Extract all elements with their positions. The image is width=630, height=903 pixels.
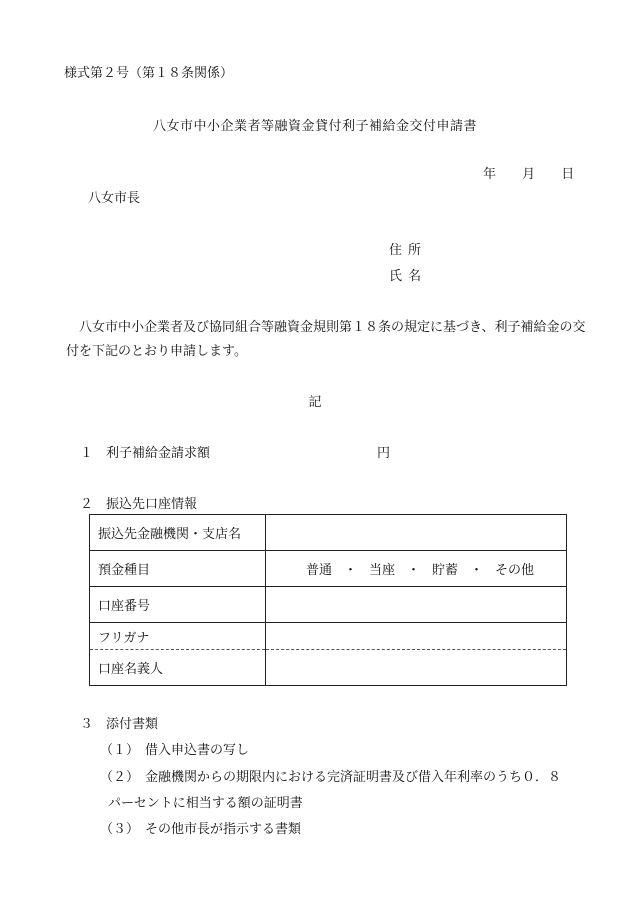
applicant-name-label: 氏名 bbox=[389, 269, 428, 284]
account-number-field[interactable] bbox=[266, 587, 567, 623]
account-holder-label: 口座名義人 bbox=[90, 650, 266, 686]
attachment-text: 借入申込書の写し bbox=[145, 743, 250, 758]
attachment-text: その他市長が指示する書類 bbox=[145, 822, 302, 837]
deposit-type-other[interactable]: その他 bbox=[495, 563, 535, 578]
attachment-number: （２） bbox=[100, 770, 140, 785]
account-number-label: 口座番号 bbox=[90, 587, 266, 623]
attachment-item bbox=[100, 739, 249, 758]
attachment-text: 金融機関からの期限内における完済証明書及び借入年利率のうち０．８ bbox=[145, 770, 562, 785]
table-row bbox=[90, 650, 567, 686]
attachment-item bbox=[100, 766, 561, 785]
attachment-number: （１） bbox=[100, 743, 140, 758]
separator-dot: ・ bbox=[343, 563, 357, 578]
deposit-type-toza[interactable]: 当座 bbox=[368, 563, 395, 578]
account-holder-field[interactable] bbox=[266, 650, 567, 686]
document-title: 八女市中小企業者等融資金貸付利子補給金交付申請書 bbox=[152, 119, 477, 134]
deposit-type-label: 預金種目 bbox=[90, 551, 266, 587]
attachment-number: （３） bbox=[100, 822, 140, 837]
deposit-type-futsu[interactable]: 普通 bbox=[305, 563, 332, 578]
deposit-type-chochiku[interactable]: 貯蓄 bbox=[432, 563, 459, 578]
furigana-label: フリガナ bbox=[90, 623, 266, 650]
deposit-type-options[interactable] bbox=[266, 551, 567, 587]
application-body-text: 八女市中小企業者及び協同組合等融資金規則第１８条の規定に基づき、利子補給金の交付を下記のとおり申請します。 bbox=[66, 320, 586, 359]
attachment-text-continued: パーセントに相当する額の証明書 bbox=[108, 796, 303, 811]
table-row bbox=[90, 587, 567, 623]
item1-yen-unit: 円 bbox=[377, 446, 391, 461]
separator-dot: ・ bbox=[406, 563, 420, 578]
table-row bbox=[90, 551, 567, 587]
separator-dot: ・ bbox=[470, 563, 484, 578]
item1-label: １ 利子補給金請求額 bbox=[80, 446, 211, 461]
addressee: 八女市長 bbox=[88, 191, 141, 206]
table-row bbox=[90, 623, 567, 650]
bank-branch-field[interactable] bbox=[266, 515, 567, 551]
applicant-address-label: 住所 bbox=[389, 243, 428, 258]
bank-branch-label: 振込先金融機関・支店名 bbox=[90, 515, 266, 551]
date-line: 年 月 日 bbox=[483, 167, 575, 182]
account-info-table bbox=[89, 514, 567, 686]
attachment-item bbox=[100, 818, 301, 837]
table-row bbox=[90, 515, 567, 551]
furigana-field[interactable] bbox=[266, 623, 567, 650]
item3-label: ３ 添付書類 bbox=[80, 717, 159, 732]
item2-label: ２ 振込先口座情報 bbox=[80, 497, 198, 512]
ki-heading: 記 bbox=[308, 395, 322, 410]
form-number: 様式第２号（第１８条関係） bbox=[64, 66, 234, 81]
